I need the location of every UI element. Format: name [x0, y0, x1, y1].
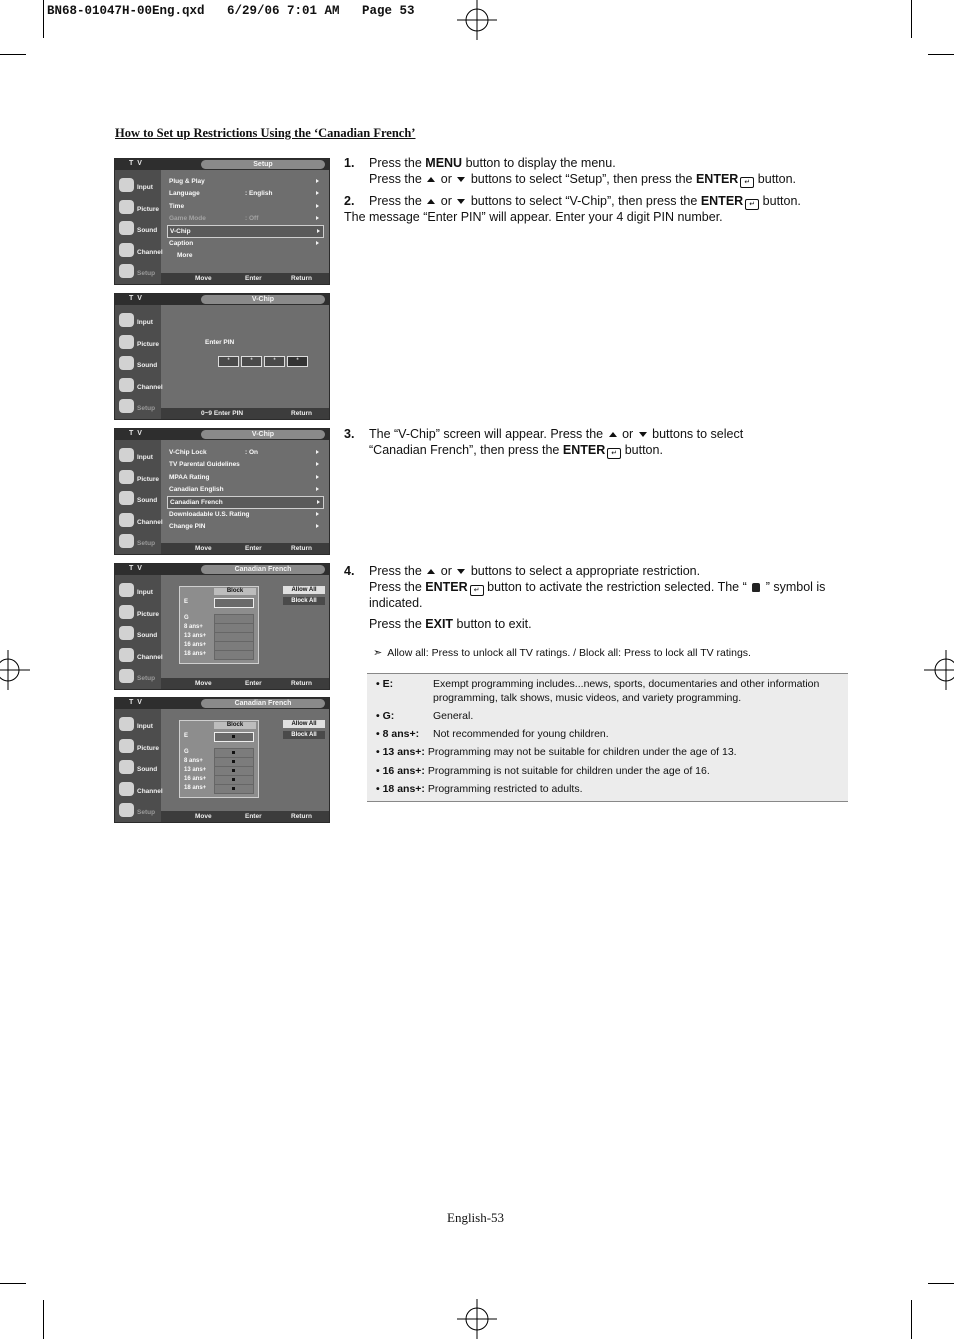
channel-icon [119, 782, 134, 796]
lock-icon [232, 778, 235, 781]
osd-title-bar: T V Canadian French [115, 564, 329, 575]
step-number: 4. [344, 564, 355, 578]
input-icon [119, 448, 134, 462]
crop-mark [0, 54, 26, 55]
rating-cell[interactable] [214, 732, 254, 742]
sidebar-item-sound[interactable]: Sound [117, 758, 161, 778]
rating-label: E [184, 733, 189, 739]
osd-title-bar: T V Canadian French [115, 698, 329, 709]
menu-item-downloadable-rating[interactable]: Downloadable U.S. Rating [167, 509, 322, 520]
crop-mark [911, 0, 912, 38]
sidebar-item-setup[interactable]: Setup [117, 397, 161, 417]
table-row: • 18 ans+: Programming restricted to adults. [376, 783, 583, 795]
rating-label: 8 ans+ [184, 758, 203, 764]
move-hint: Move [195, 275, 212, 282]
sidebar-item-input[interactable]: Input [117, 581, 161, 601]
sidebar-item-setup[interactable]: Setup [117, 667, 161, 687]
input-icon [119, 717, 134, 731]
osd-canadian-french-screen [114, 563, 330, 690]
arrow-right-icon [316, 450, 319, 454]
block-header: Block [214, 722, 256, 729]
rating-label: G [184, 749, 189, 755]
sidebar-item-setup[interactable]: Setup [117, 801, 161, 821]
channel-icon [119, 648, 134, 662]
sidebar-item-input[interactable]: Input [117, 176, 161, 196]
page-number: English-53 [447, 1210, 505, 1225]
arrow-right-icon [317, 500, 320, 504]
rating-cell[interactable] [214, 598, 254, 608]
sidebar-item-channel[interactable]: Channel [117, 780, 161, 800]
sidebar-item-sound[interactable]: Sound [117, 354, 161, 374]
registration-mark-icon [457, 0, 497, 40]
registration-mark-icon [457, 1299, 497, 1339]
osd-menu-title: V-Chip [201, 430, 325, 439]
setup-icon [119, 264, 134, 278]
return-hint: Return [291, 275, 312, 282]
enter-hint: Enter [245, 545, 262, 552]
sidebar-item-sound[interactable]: Sound [117, 624, 161, 644]
rating-label: 13 ans+ [184, 767, 207, 773]
osd-menu-title: V-Chip [201, 295, 325, 304]
channel-icon [119, 513, 134, 527]
sidebar-item-input[interactable]: Input [117, 446, 161, 466]
rating-label: 18 ans+ [184, 651, 207, 657]
input-icon [119, 583, 134, 597]
osd-bottom-bar [161, 408, 329, 419]
crop-mark [911, 1300, 912, 1339]
step-3: 3. The “V-Chip” screen will appear. Press the or buttons to select “Canadian French”, then press the ENTER ↵ button. [344, 427, 744, 457]
sidebar-item-sound[interactable]: Sound [117, 219, 161, 239]
menu-item-change-pin[interactable]: Change PIN [167, 521, 322, 532]
up-arrow-icon [427, 199, 435, 204]
lock-icon [232, 760, 235, 763]
arrow-right-icon [316, 475, 319, 479]
lock-icon [232, 769, 235, 772]
osd-title-bar: T V V-Chip [115, 429, 329, 440]
menu-item-v-chip[interactable]: V-Chip [167, 225, 324, 238]
pin-digit[interactable]: * [241, 356, 262, 367]
return-hint: Return [291, 545, 312, 552]
step-number: 2. [344, 194, 355, 208]
rating-cell[interactable] [214, 650, 254, 660]
up-arrow-icon [609, 432, 617, 437]
sidebar-item-channel[interactable]: Channel [117, 511, 161, 531]
picture-icon [119, 200, 134, 214]
crop-mark [928, 1283, 954, 1284]
return-hint: Return [291, 813, 312, 820]
rating-cell[interactable] [214, 784, 254, 794]
file-header: BN68-01047H-00Eng.qxd 6/29/06 7:01 AM Page 53 [47, 4, 415, 18]
osd-tv-label: T V [129, 160, 143, 167]
rating-label: 16 ans+ [184, 642, 207, 648]
down-arrow-icon [457, 177, 465, 182]
arrow-right-icon [316, 216, 319, 220]
lock-icon [232, 787, 235, 790]
arrow-right-icon [316, 191, 319, 195]
enter-hint: Enter [245, 680, 262, 687]
arrow-right-icon [316, 462, 319, 466]
enter-hint: Enter [245, 275, 262, 282]
allow-all-button[interactable]: Allow All [283, 720, 325, 728]
osd-bottom-bar [161, 543, 329, 554]
menu-item-time[interactable]: Time [167, 201, 322, 212]
sidebar-item-picture[interactable]: Picture [117, 468, 161, 488]
arrow-right-icon [316, 179, 319, 183]
picture-icon [119, 605, 134, 619]
sidebar-item-picture[interactable]: Picture [117, 333, 161, 353]
rating-label: 16 ans+ [184, 776, 207, 782]
channel-icon [119, 378, 134, 392]
rating-label: 8 ans+ [184, 624, 203, 630]
osd-title-bar [115, 159, 329, 170]
lock-icon [232, 751, 235, 754]
return-hint: Return [291, 410, 312, 417]
lock-icon [752, 583, 760, 592]
rating-label: 13 ans+ [184, 633, 207, 639]
table-row: • 13 ans+: Programming may not be suitable for children under the age of 13. [376, 746, 737, 758]
sound-icon [119, 626, 134, 640]
table-row: • 16 ans+: Programming is not suitable for children under the age of 16. [376, 765, 710, 777]
sidebar-item-channel[interactable]: Channel [117, 241, 161, 261]
block-all-button[interactable]: Block All [283, 597, 325, 605]
up-arrow-icon [427, 569, 435, 574]
down-arrow-icon [457, 199, 465, 204]
note-arrow-icon: ➣ [373, 647, 383, 659]
menu-item-game-mode[interactable]: Game Mode : Off [167, 213, 322, 224]
osd-menu-title: Canadian French [201, 565, 325, 574]
move-hint: Move [195, 680, 212, 687]
sound-icon [119, 760, 134, 774]
osd-vchip-screen [114, 428, 330, 555]
arrow-right-icon [317, 229, 320, 233]
osd-title-bar: T V V-Chip [115, 294, 329, 305]
setup-icon [119, 534, 134, 548]
step-number: 1. [344, 156, 355, 170]
channel-icon [119, 243, 134, 257]
arrow-right-icon [316, 512, 319, 516]
rating-label: E [184, 599, 189, 605]
arrow-right-icon [316, 204, 319, 208]
rating-label: G [184, 615, 189, 621]
setup-icon [119, 803, 134, 817]
sound-icon [119, 491, 134, 505]
arrow-right-icon [316, 524, 319, 528]
menu-item-canadian-english[interactable]: Canadian English [167, 484, 322, 495]
crop-mark [928, 54, 954, 55]
osd-pin-screen [114, 293, 330, 420]
enter-icon: ↵ [607, 448, 621, 459]
pin-hint: 0~9 Enter PIN [201, 410, 244, 417]
move-hint: Move [195, 813, 212, 820]
note: ➣ Allow all: Press to unlock all TV ratings. / Block all: Press to lock all TV ratings. [373, 647, 751, 659]
osd-sidebar [115, 575, 161, 689]
picture-icon [119, 739, 134, 753]
osd-menu-title: Canadian French [201, 699, 325, 708]
rating-label: 18 ans+ [184, 785, 207, 791]
return-hint: Return [291, 680, 312, 687]
input-icon [119, 313, 134, 327]
block-header: Block [214, 588, 256, 595]
setup-icon [119, 669, 134, 683]
down-arrow-icon [639, 432, 647, 437]
sidebar-item-input[interactable]: Input [117, 715, 161, 735]
input-icon [119, 178, 134, 192]
osd-canadian-french-locked-screen [114, 697, 330, 823]
allow-all-button[interactable]: Allow All [283, 586, 325, 594]
menu-item-canadian-french[interactable]: Canadian French [167, 496, 324, 509]
sidebar-item-picture[interactable]: Picture [117, 737, 161, 757]
osd-sidebar [115, 440, 161, 554]
sidebar-item-sound[interactable]: Sound [117, 489, 161, 509]
up-arrow-icon [427, 177, 435, 182]
enter-pin-label: Enter PIN [205, 339, 235, 346]
osd-bottom-bar [161, 811, 329, 822]
sidebar-item-setup[interactable]: Setup [117, 262, 161, 282]
picture-icon [119, 335, 134, 349]
menu-item-tv-parental-guidelines[interactable]: TV Parental Guidelines [167, 459, 322, 470]
step-2: 2. Press the or buttons to select “V-Chip”, then press the ENTER ↵ button. The message “Enter PIN” will appear. Enter your 4 digit PIN number. [344, 194, 801, 224]
crop-mark [0, 1283, 26, 1284]
menu-item-plug-play[interactable]: Plug & Play [167, 176, 322, 187]
enter-hint: Enter [245, 813, 262, 820]
registration-mark-icon [0, 650, 30, 690]
enter-icon: ↵ [745, 199, 759, 210]
osd-setup-screen [114, 158, 330, 285]
sidebar-item-picture[interactable]: Picture [117, 198, 161, 218]
setup-icon [119, 399, 134, 413]
pin-digit[interactable]: * [264, 356, 285, 367]
osd-sidebar [115, 170, 161, 284]
sidebar-item-setup[interactable]: Setup [117, 532, 161, 552]
menu-item-caption[interactable]: Caption [167, 238, 322, 249]
sidebar-item-input[interactable]: Input [117, 311, 161, 331]
menu-item-v-chip-lock[interactable]: V-Chip Lock : On [167, 447, 322, 458]
down-arrow-icon [457, 569, 465, 574]
enter-icon: ↵ [740, 177, 754, 188]
move-hint: Move [195, 545, 212, 552]
step-1: 1. Press the MENU button to display the menu. Press the or buttons to select “Setup”, then press the ENTER ↵ button. [344, 156, 797, 186]
osd-sidebar [115, 709, 161, 822]
osd-bottom-bar [161, 678, 329, 689]
step-4: 4. Press the or buttons to select a appropriate restriction. Press the ENTER ↵ button to activate the restriction selected. The “ ” symbol is indicated. Press the EXIT button to exit. [344, 564, 826, 631]
sidebar-item-picture[interactable]: Picture [117, 603, 161, 623]
block-all-button[interactable]: Block All [283, 731, 325, 739]
rating-panel [179, 720, 259, 798]
crop-mark [43, 1300, 44, 1339]
osd-bottom-bar [161, 273, 329, 284]
lock-icon [232, 735, 235, 738]
step-number: 3. [344, 427, 355, 441]
registration-mark-icon [924, 650, 954, 690]
menu-item-language[interactable]: Language : English [167, 188, 322, 199]
osd-menu-title: Setup [201, 160, 325, 169]
sidebar-item-channel[interactable]: Channel [117, 646, 161, 666]
picture-icon [119, 470, 134, 484]
ratings-table: • E: Exempt programming includes...news, sports, documentaries and other information programming, talk shows, music videos, and variety programming. • G: General. • 8 ans+: Not recommended for young children. • 13 ans+: Programming may not be suitable for children under the age of 13. • 16 ans+: Programming is not suitable for children under the age of 16. • 18 ans+: Programming restricted to adults. [367, 673, 848, 802]
arrow-right-icon [316, 241, 319, 245]
sidebar-item-channel[interactable]: Channel [117, 376, 161, 396]
osd-sidebar [115, 305, 161, 419]
section-title: How to Set up Restrictions Using the ‘Canadian French’ [115, 126, 416, 140]
menu-item-mpaa-rating[interactable]: MPAA Rating [167, 472, 322, 483]
sound-icon [119, 356, 134, 370]
pin-digit[interactable]: * [287, 356, 308, 367]
pin-digit[interactable]: * [218, 356, 239, 367]
enter-icon: ↵ [470, 585, 484, 596]
sound-icon [119, 221, 134, 235]
crop-mark [43, 0, 44, 38]
menu-item-more[interactable]: More [177, 252, 193, 259]
rating-panel [179, 586, 259, 664]
arrow-right-icon [316, 487, 319, 491]
